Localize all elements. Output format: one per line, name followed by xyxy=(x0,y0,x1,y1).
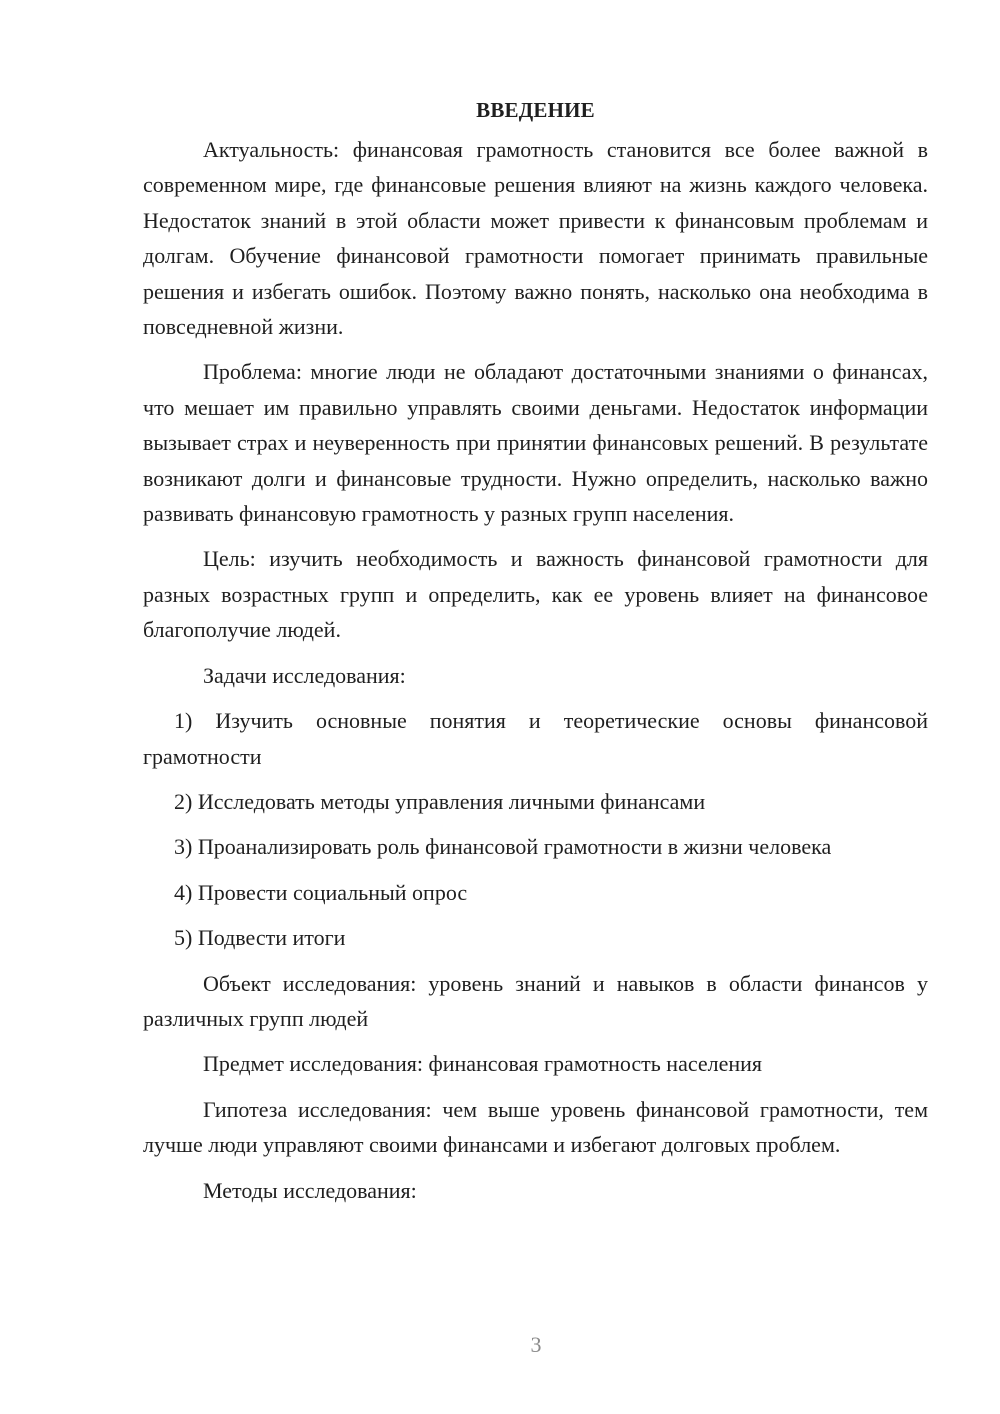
problem-paragraph: Проблема: многие люди не обладают достаточными знаниями о финансах, что мешает им правильно управлять своими деньгами. Недостаток информации вызывает страх и неуверенность при принятии финансовых решений. В результате возникают долги и финансовые трудности. Нужно определить, насколько важно развивать финансовую грамотность у разных групп населения. xyxy=(143,359,928,527)
task-item-1: 1) Изучить основные понятия и теоретические основы финансовой грамотности xyxy=(143,708,928,769)
methods-label: Методы исследования: xyxy=(203,1177,417,1203)
page-number: 3 xyxy=(530,1332,542,1357)
task-item-4: 4) Провести социальный опрос xyxy=(174,879,468,905)
relevance-paragraph: Актуальность: финансовая грамотность становится все более важной в современном мире, где финансовые решения влияют на жизнь каждого человека. Недостаток знаний в этой области может привести к финансовым проблемам и долгам. Обучение финансовой грамотности помогает принимать правильные решения и избегать ошибок. Поэтому важно понять, насколько она необходима в повседневной жизни. xyxy=(143,137,928,340)
document-page xyxy=(143,92,928,1208)
page-title: ВВЕДЕНИЕ xyxy=(476,98,595,122)
hypothesis-paragraph: Гипотеза исследования: чем выше уровень финансовой грамотности, тем лучше люди управляют своими финансами и избегают долговых проблем. xyxy=(143,1096,928,1158)
tasks-label: Задачи исследования: xyxy=(203,662,406,688)
task-item-5: 5) Подвести итоги xyxy=(174,925,346,951)
task-item-2: 2) Исследовать методы управления личными финансами xyxy=(174,788,706,814)
object-paragraph: Объект исследования: уровень знаний и навыков в области финансов у различных групп людей xyxy=(143,970,928,1031)
goal-paragraph: Цель: изучить необходимость и важность финансовой грамотности для разных возрастных групп и определить, как ее уровень влияет на финансовое благополучие людей. xyxy=(143,546,928,643)
subject-paragraph: Предмет исследования: финансовая грамотность населения xyxy=(203,1051,763,1077)
task-item-3: 3) Проанализировать роль финансовой грамотности в жизни человека xyxy=(174,834,832,860)
